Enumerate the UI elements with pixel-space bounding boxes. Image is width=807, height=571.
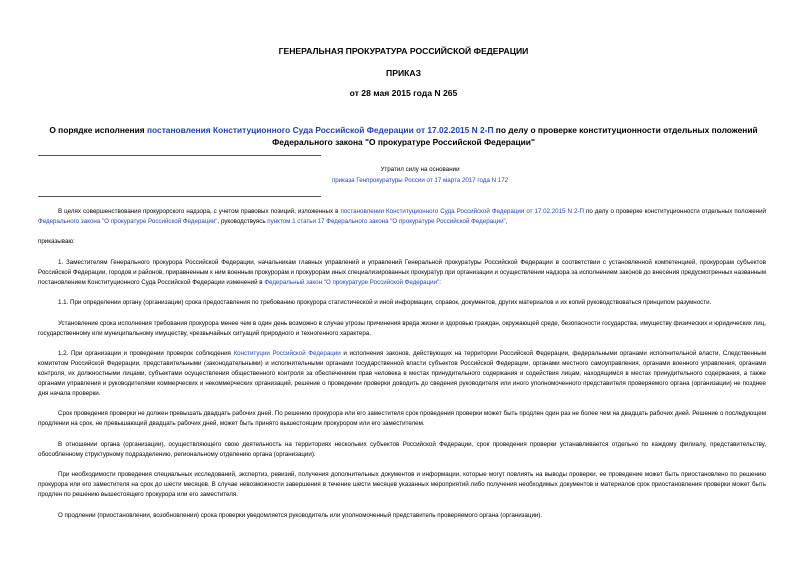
paragraph-inspection-term: Срок проведения проверки не должен превышать двадцать рабочих дней. По решению прокурора или его заместителя срок проведения проверки может быть продлен один раз не более чем на двадцать рабочих дней. Решение о последующем продлении на срок, не превышающий двадцать рабочих дней, может быть принято вышестоящим прокурором или его заместителем.	[38, 410, 766, 428]
lost-force-order-link[interactable]: приказа Генпрокуратуры России от 17 марта 2017 года N 172	[331, 177, 509, 184]
paragraph-1-2	[38, 349, 766, 399]
preamble-text-c: , руководствуясь	[217, 218, 268, 225]
divider-bottom	[38, 196, 321, 197]
paragraph-1-text-a: 1. Заместителям Генерального прокурора Российской Федерации, начальникам главных управлений и управлений Генеральной прокуратуры Российской Федерации в соответствии с установленной компетенцией, прокурорам субъектов Российской Федерации, городов и районов, приравненным к ним военным прокурорам и прокурорам иных специализированных прокуратур при организации и осуществлении надзора за исполнением законов до внесения предусмотренных названным постановлением Конституционного Суда Российской Федерации изменений в	[38, 258, 767, 286]
document-body	[38, 207, 766, 531]
document-title	[40, 124, 767, 148]
paragraph-order: приказываю:	[38, 238, 75, 246]
paragraph-1	[38, 258, 766, 288]
date-number-heading: от 28 мая 2015 года N 265	[349, 88, 458, 98]
paragraph-notification: О продлении (приостановлении, возобновлении) срока проверки уведомляется руководитель или уполномоченный представитель проверяемого органа (организации).	[58, 511, 543, 519]
paragraph-1-1: 1.1. При определении органу (организации) срока предоставления по требованию прокурора статистической и иной информации, справок, документов, других материалов и их копий руководствоваться принципом разумности.	[58, 299, 712, 307]
title-suffix: по делу о проверке конституционности отдельных положений Федерального закона "О прокуратуре Российской Федерации"	[272, 125, 758, 147]
preamble-law-link[interactable]: Федерального закона "О прокуратуре Российской Федерации"	[38, 218, 218, 225]
title-ruling-link[interactable]: постановления Конституционного Суда Российской Федерации от 17.02.2015 N 2-П	[146, 125, 494, 135]
org-heading: ГЕНЕРАЛЬНАЯ ПРОКУРАТУРА РОССИЙСКОЙ ФЕДЕРАЦИИ	[278, 46, 529, 56]
divider-top	[38, 155, 321, 156]
paragraph-1-1-deadline: Установление срока исполнения требования прокурора менее чем в один день возможно в случае угрозы причинения вреда жизни и здоровью граждан, окружающей среде, безопасности государства, имуществу физических и юридических лиц, государственному или муниципальному имуществу, чрезвычайных ситуаций природного и техногенного характера.	[38, 319, 766, 337]
preamble-text-b: по делу о проверке конституционности отдельных положений	[584, 208, 766, 215]
paragraph-1-2-text-a: 1.2. При организации и проведении проверок соблюдения	[58, 349, 234, 357]
constitution-link[interactable]: Конституции Российской Федерации	[233, 349, 341, 357]
preamble-text-a: В целях совершенствования прокурорского надзора, с учетом правовых позиций, изложенных в	[58, 208, 341, 215]
lost-force-text: Утратил силу на основании	[380, 166, 460, 173]
preamble-ruling-link[interactable]: постановлении Конституционного Суда Российской Федерации от 17.02.2015 N 2-П	[340, 208, 584, 215]
preamble-text-d: ,	[505, 218, 508, 225]
paragraph-1-law-link[interactable]: Федеральный закон "О прокуратуре Российской Федерации"	[264, 278, 440, 286]
paragraph-preamble	[38, 207, 766, 227]
lost-force-note	[300, 164, 540, 186]
paragraph-1-text-b: :	[439, 278, 442, 286]
paragraph-multi-region: В отношении органа (организации), осуществляющего свою деятельность на территориях нескольких субъектов Российской Федерации, срок проведения проверки устанавливается отдельно по каждому филиалу, представительству, обособленному структурному подразделению, региональному отделению органа (организации).	[38, 440, 766, 458]
title-prefix: О порядке исполнения	[49, 125, 147, 135]
preamble-article-link[interactable]: пунктом 1 статьи 17 Федерального закона "О прокуратуре Российской Федерации"	[267, 218, 506, 225]
doc-type-heading: ПРИКАЗ	[386, 68, 421, 78]
paragraph-1-2-text-b: и исполнения законов, действующих на территории Российской Федерации, федеральными органами исполнительной власти, Следственным комитетом Российской Федерации, представительными (законодательными) и исполнительными органами государственной власти субъектов Российской Федерации, органами местного самоуправления, органами военного управления, органами контроля, их должностными лицами, субъектами осуществления общественного контроля за обеспечением прав человека в местах принудительного содержания и содействия лицам, находящимся в местах принудительного содержания, а также органами управления и руководителями коммерческих и некоммерческих организаций, решение о проведении проверки доводить до сведения руководителя или иного уполномоченного представителя проверяемого органа (организации) не позднее дня начала проверки.	[38, 349, 766, 397]
paragraph-suspension: При необходимости проведения специальных исследований, экспертиз, ревизий, получения дополнительных документов и информации, которые могут повлиять на выводы проверки, ее проведение может быть приостановлено по решению прокурора или его заместителя на срок до шести месяцев. В случае невозможности завершения в течение шести месяцев указанных мероприятий либо получения необходимых документов и материалов срок приостановления проверки может быть продлен по решению вышестоящего прокурора или его заместителя.	[38, 471, 766, 499]
